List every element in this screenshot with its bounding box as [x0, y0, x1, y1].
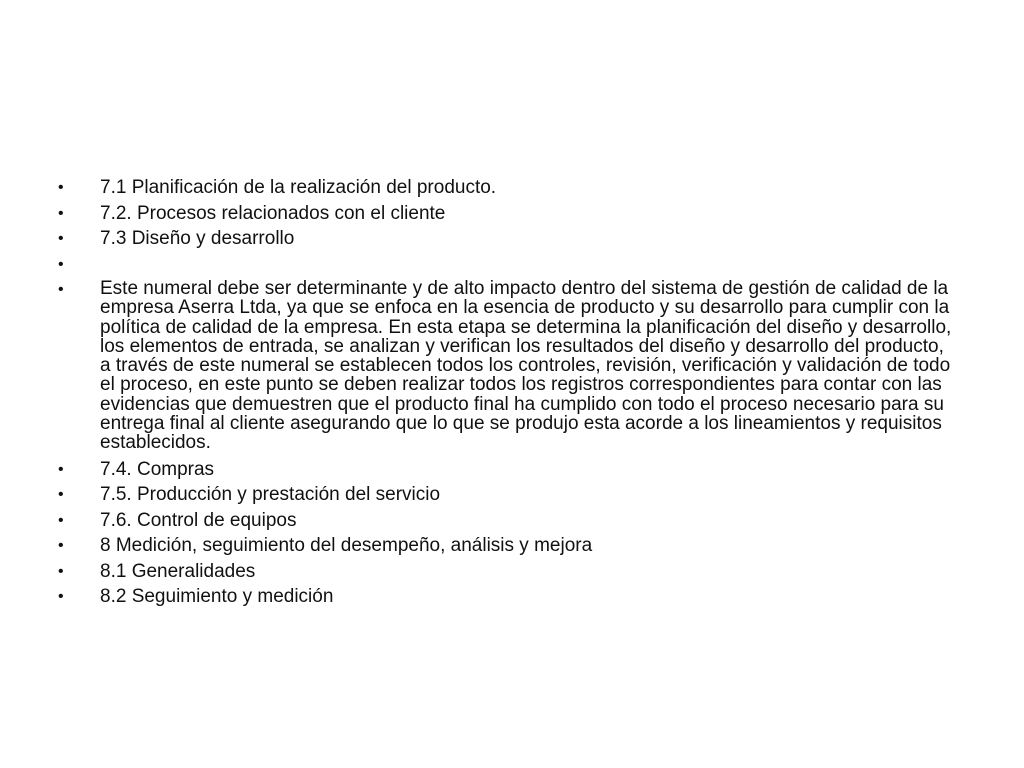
list-item [58, 279, 958, 453]
bullet-text: 7.5. Producción y prestación del servicio [100, 484, 441, 506]
bullet-icon: • [58, 562, 64, 580]
list-item [58, 561, 958, 582]
bullet-text: 8.1 Generalidades [100, 560, 256, 582]
bullet-icon: • [58, 230, 64, 247]
bullet-text: 8 Medición, seguimiento del desempeño, análisis y mejora [100, 535, 593, 557]
bullet-icon: • [58, 460, 64, 478]
bullet-text [100, 254, 958, 275]
bullet-text: 7.2. Procesos relacionados con el cliente [100, 202, 446, 224]
bullet-text: 7.4. Compras [100, 458, 215, 480]
list-item [58, 459, 958, 480]
bullet-list [58, 177, 958, 612]
bullet-icon: • [58, 204, 64, 222]
list-item [58, 510, 958, 531]
list-item [58, 254, 958, 275]
bullet-text: Este numeral debe ser determinante y de alto impacto dentro del sistema de gestión de calidad de la empresa Aserra Ltda, ya que se enfoca en la esencia de producto y su desarrollo para cumplir con la política de calidad de la empresa. En esta etapa se determina la planificación del diseño y desarrollo, los elementos de entrada, se analizan y verifican los resultados del diseño y desarrollo del producto, a través de este numeral se establecen todos los controles, revisión, verificación y validación de todo el proceso, en este punto se deben realizar todos los registros correspondientes para contar con las evidencias que demuestren que el producto final ha cumplido con todo el proceso necesario para su entrega final al cliente asegurando que lo que se produjo esta acorde a los lineamientos y requisitos establecidos. [100, 278, 952, 454]
bullet-icon: • [58, 486, 64, 504]
bullet-icon: • [58, 281, 64, 298]
bullet-icon: • [58, 179, 64, 196]
bullet-icon: • [58, 537, 64, 555]
list-item [58, 484, 958, 505]
bullet-text: 7.1 Planificación de la realización del producto. [100, 177, 497, 198]
list-item [58, 535, 958, 556]
bullet-text: 7.3 Diseño y desarrollo [100, 228, 295, 249]
bullet-icon: • [58, 588, 64, 606]
list-item [58, 586, 958, 607]
bullet-text: 8.2 Seguimiento y medición [100, 586, 334, 608]
bullet-text: 7.6. Control de equipos [100, 509, 297, 531]
bullet-icon: • [58, 511, 64, 529]
list-item [58, 177, 958, 198]
bullet-icon: • [58, 255, 64, 273]
list-item [58, 203, 958, 224]
list-item [58, 228, 958, 249]
